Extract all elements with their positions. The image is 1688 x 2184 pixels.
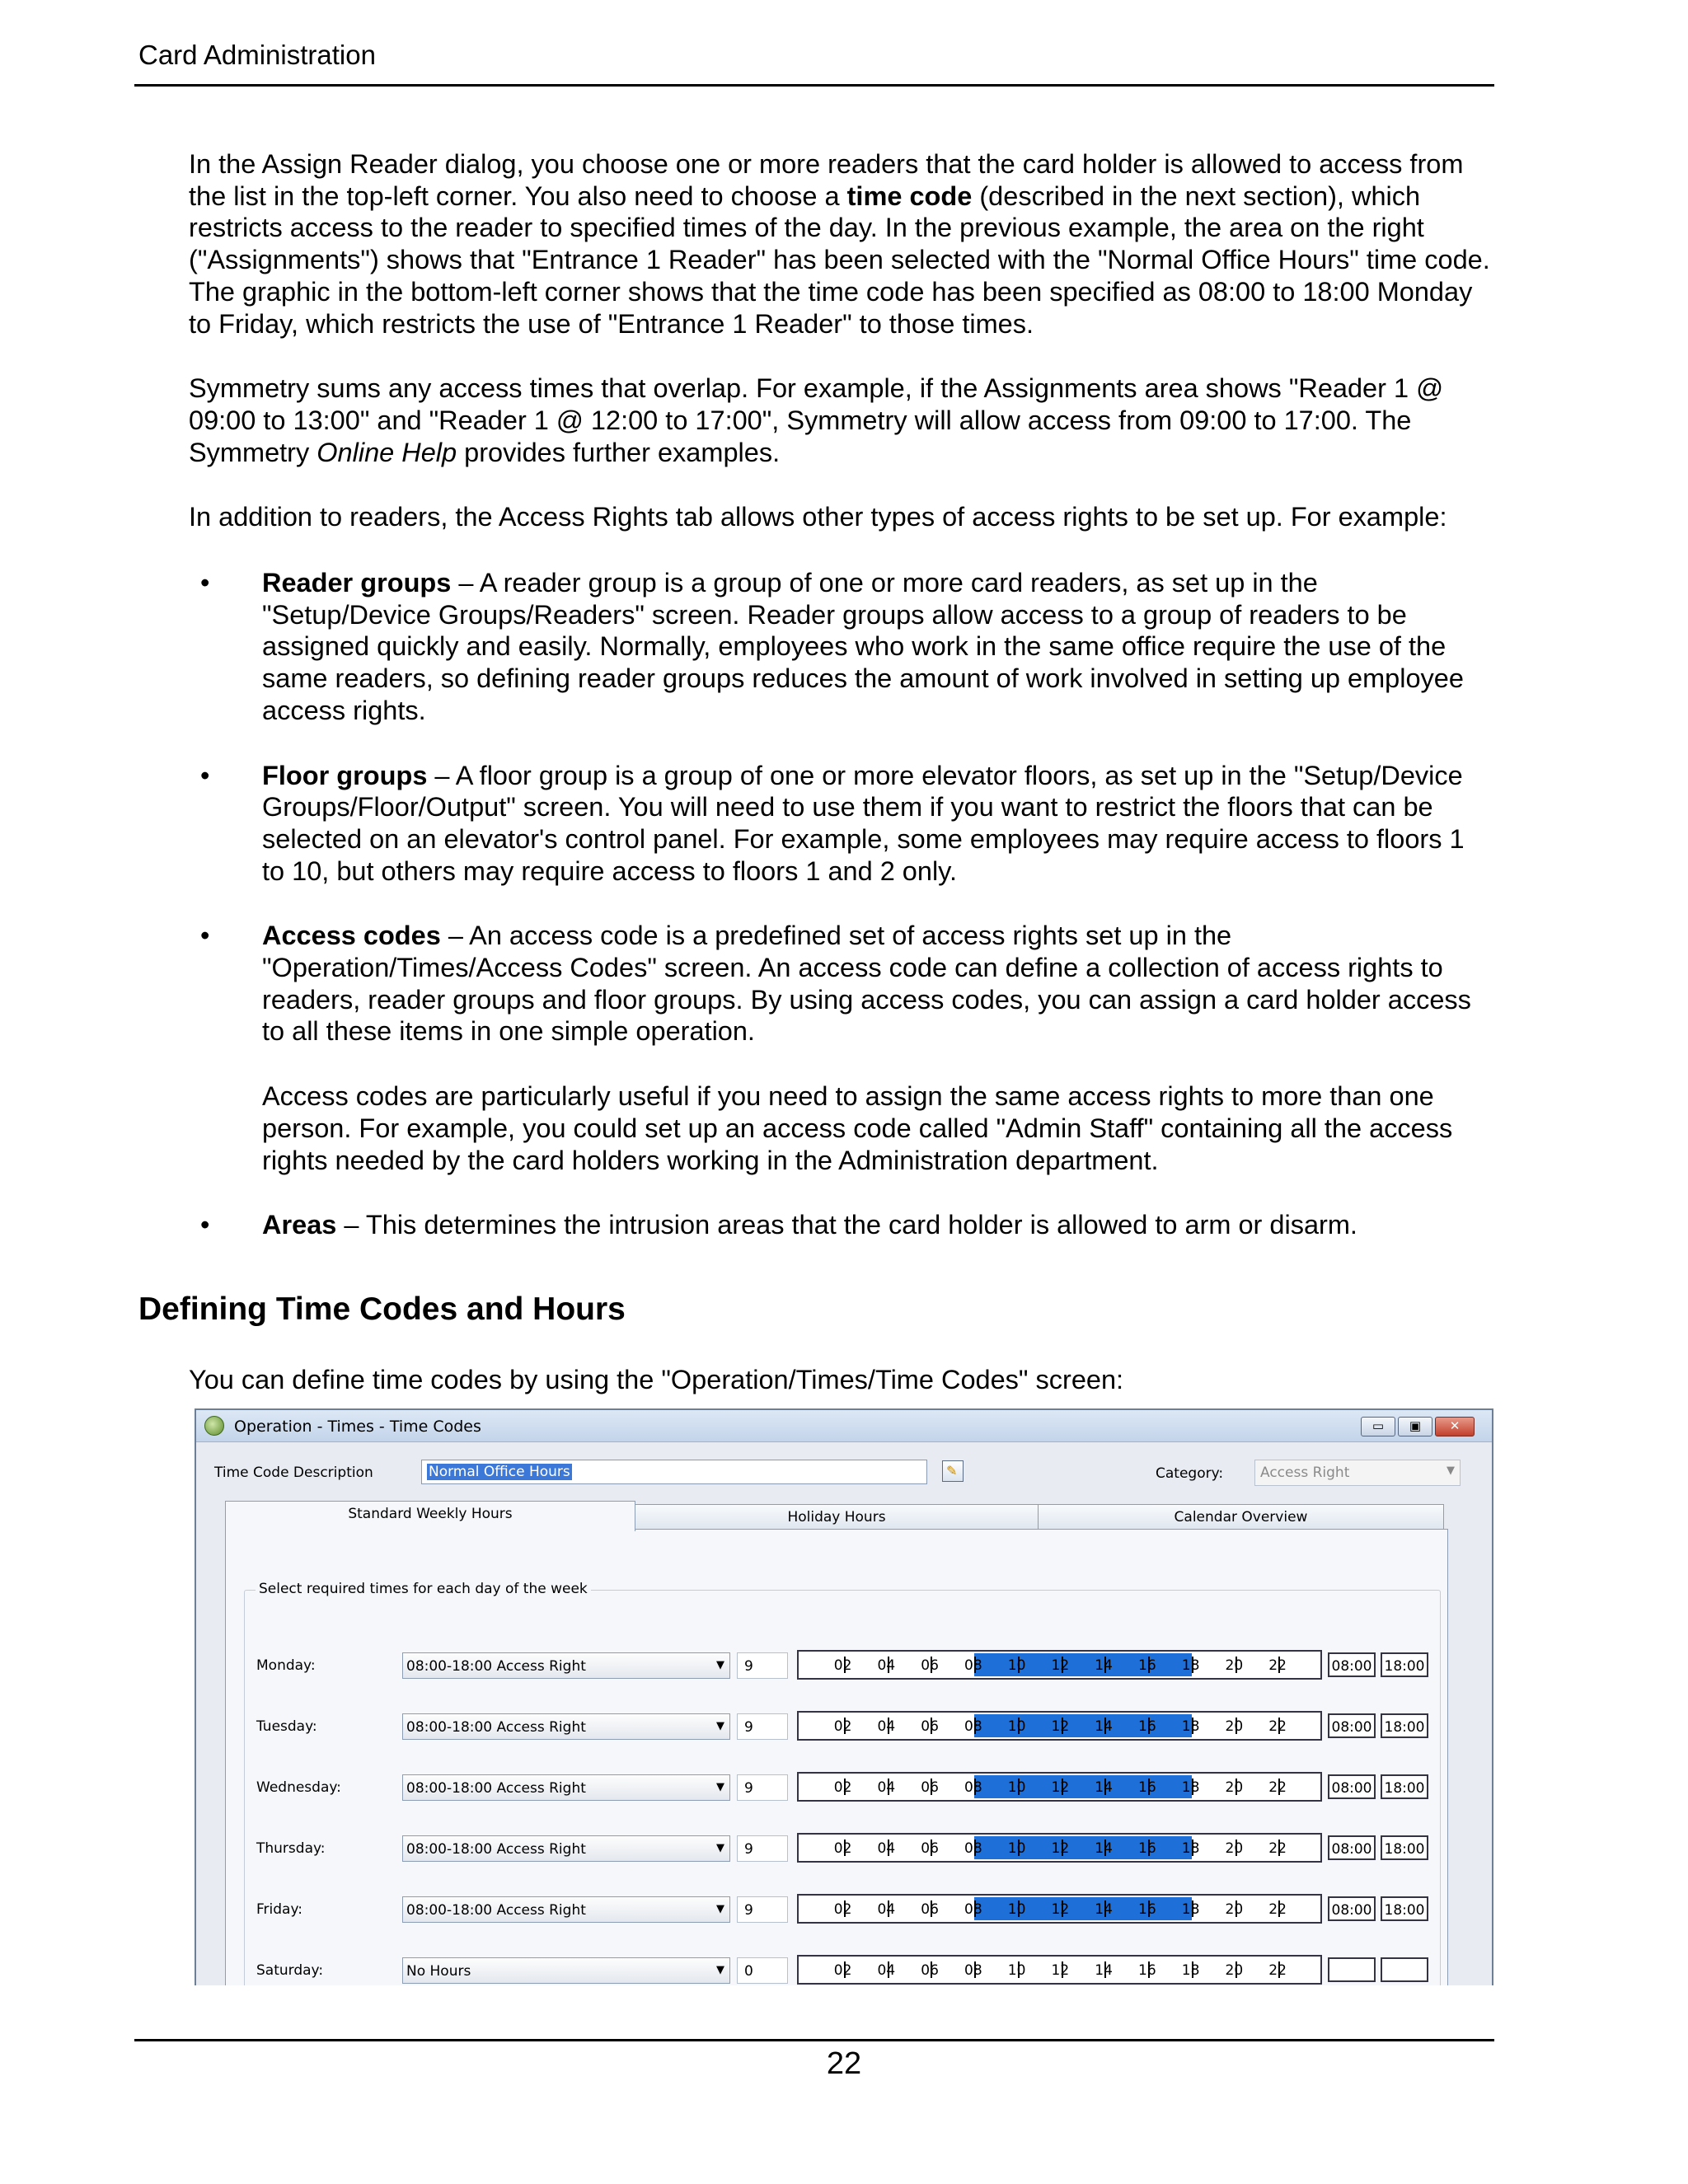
- hour-tick-label: 10: [1007, 1901, 1026, 1918]
- hour-tick-label: 22: [1268, 1962, 1287, 1979]
- time-bar[interactable]: [797, 1955, 1322, 1985]
- section-heading: Defining Time Codes and Hours: [138, 1291, 626, 1327]
- hour-tick-label: 10: [1007, 1962, 1026, 1979]
- hour-tick-label: 10: [1007, 1840, 1026, 1857]
- bullet-marker: •: [200, 760, 210, 790]
- chevron-down-icon: ▼: [716, 1964, 724, 1976]
- day-row: [196, 1892, 1492, 1929]
- end-time-field[interactable]: [1381, 1957, 1428, 1982]
- hour-tick-label: 16: [1138, 1840, 1156, 1857]
- time-code-value: No Hours: [406, 1963, 471, 1980]
- time-code-select[interactable]: [402, 1652, 730, 1679]
- hour-tick-label: 06: [921, 1962, 939, 1979]
- description-input[interactable]: [421, 1460, 927, 1484]
- day-row: [196, 1709, 1492, 1746]
- hour-tick-label: 12: [1051, 1962, 1070, 1979]
- time-code-select[interactable]: [402, 1896, 730, 1923]
- category-select[interactable]: [1254, 1460, 1461, 1486]
- access-rights-list: [189, 567, 1491, 1241]
- day-label: Thursday:: [256, 1840, 326, 1857]
- hour-tick-label: 20: [1225, 1840, 1244, 1857]
- hour-tick-label: 16: [1138, 1962, 1156, 1979]
- time-code-select[interactable]: [402, 1774, 730, 1801]
- time-code-value: 08:00-18:00 Access Right: [406, 1658, 586, 1675]
- time-range-fill: [974, 1714, 1192, 1737]
- start-time-value: 08:00: [1331, 1658, 1372, 1675]
- hour-tick-label: 22: [1268, 1840, 1287, 1857]
- hour-tick-label: 12: [1051, 1657, 1070, 1674]
- day-label: Friday:: [256, 1901, 303, 1918]
- hour-tick-label: 20: [1225, 1901, 1244, 1918]
- chevron-down-icon: ▼: [716, 1781, 724, 1793]
- time-range-fill: [974, 1836, 1192, 1859]
- hour-tick-label: 12: [1051, 1779, 1070, 1796]
- list-item: • Areas – This determines the intrusion areas that the card holder is allowed to arm or disarm.: [200, 1210, 1357, 1240]
- time-code-select[interactable]: [402, 1957, 730, 1984]
- hour-tick-label: 12: [1051, 1840, 1070, 1857]
- edit-description-button[interactable]: [942, 1460, 964, 1482]
- day-row: [196, 1648, 1492, 1685]
- hour-tick-label: 18: [1181, 1657, 1200, 1674]
- hour-tick-label: 02: [833, 1779, 852, 1796]
- hour-tick-label: 20: [1225, 1718, 1244, 1735]
- maximize-icon: ▣: [1409, 1418, 1422, 1433]
- hour-tick-label: 08: [964, 1718, 982, 1735]
- hour-tick-label: 10: [1007, 1657, 1026, 1674]
- end-time-value: 18:00: [1384, 1658, 1425, 1675]
- start-time-value: 08:00: [1331, 1902, 1372, 1919]
- hour-tick-label: 20: [1225, 1779, 1244, 1796]
- hour-tick-label: 12: [1051, 1901, 1070, 1918]
- hour-tick-label: 08: [964, 1657, 982, 1674]
- hour-tick-label: 16: [1138, 1718, 1156, 1735]
- hour-tick-label: 06: [921, 1657, 939, 1674]
- time-bar[interactable]: [797, 1650, 1322, 1680]
- hour-tick-label: 14: [1095, 1718, 1113, 1735]
- hour-tick-label: 08: [964, 1779, 982, 1796]
- list-item: • Reader groups – A reader group is a group of one or more card readers, as set up in the "Setup/Device Groups/Readers" screen. Reader groups allow access to a group of readers to be assigned quickly and easily. Normally, employees who work in the same office require the use of the same readers, so defining reader groups reduces the amount of work involved in setting up employee access rights.: [200, 568, 1464, 725]
- hour-tick-label: 02: [833, 1962, 852, 1979]
- end-time-field[interactable]: [1381, 1774, 1428, 1799]
- start-time-value: 08:00: [1331, 1719, 1372, 1736]
- chevron-down-icon: ▼: [716, 1842, 724, 1854]
- end-time-value: 18:00: [1384, 1780, 1425, 1797]
- hour-tick-label: 22: [1268, 1779, 1287, 1796]
- paragraph: In the Assign Reader dialog, you choose one or more readers that the card holder is allowed to access from the list in the top-left corner. You also need to choose a time code (described in the next section), which restricts access to the reader to specified times of the day. In the previous example, the area on the right ("Assignments") shows that "Entrance 1 Reader" has been selected with the "Normal Office Hours" time code. The graphic in the bottom-left corner shows that the time code has been specified as 08:00 to 18:00 Monday to Friday, which restricts the use of "Entrance 1 Reader" to those times.: [189, 149, 1490, 339]
- hour-tick-label: 18: [1181, 1840, 1200, 1857]
- day-row: [196, 1831, 1492, 1868]
- chevron-down-icon: ▼: [716, 1720, 724, 1732]
- page-header-title: Card Administration: [138, 40, 376, 70]
- start-time-value: 08:00: [1331, 1780, 1372, 1797]
- hours-count: [737, 1652, 788, 1679]
- hour-tick-label: 06: [921, 1779, 939, 1796]
- hour-tick-label: 16: [1138, 1657, 1156, 1674]
- time-range-fill: [974, 1775, 1192, 1798]
- window-titlebar[interactable]: [196, 1410, 1492, 1442]
- hour-tick-label: 10: [1007, 1779, 1026, 1796]
- list-item: • Floor groups – A floor group is a group of one or more elevator floors, as set up in the "Setup/Device Groups/Floor/Output" screen. You will need to use them if you want to restrict the floors that can be selected on an elevator's control panel. For example, some employees may require access to floors 1 to 10, but others may require access to floors 1 and 2 only.: [200, 760, 1465, 886]
- bullet-marker: •: [200, 568, 210, 598]
- hour-tick-label: 10: [1007, 1718, 1026, 1735]
- pencil-icon: ✎: [946, 1463, 958, 1479]
- page-number: 22: [826, 2046, 862, 2081]
- minimize-icon: ▭: [1372, 1418, 1385, 1433]
- tab-calendar-overview[interactable]: Calendar Overview: [1038, 1504, 1444, 1530]
- close-button[interactable]: [1435, 1417, 1475, 1436]
- group-title: Select required times for each day of the week: [256, 1581, 591, 1597]
- category-value: Access Right: [1260, 1465, 1350, 1481]
- chevron-down-icon: ▼: [716, 1903, 724, 1915]
- maximize-button[interactable]: [1398, 1417, 1432, 1436]
- hour-tick-label: 04: [877, 1779, 896, 1796]
- hour-tick-label: 08: [964, 1840, 982, 1857]
- hours-value: 9: [744, 1719, 753, 1736]
- time-bar[interactable]: [797, 1772, 1322, 1802]
- hour-tick-label: 22: [1268, 1657, 1287, 1674]
- hour-tick-label: 18: [1181, 1718, 1200, 1735]
- start-time-field[interactable]: [1328, 1835, 1376, 1860]
- start-time-field[interactable]: [1328, 1957, 1376, 1982]
- hour-tick-label: 02: [833, 1901, 852, 1918]
- time-bar[interactable]: [797, 1833, 1322, 1863]
- hours-value: 9: [744, 1658, 753, 1675]
- start-time-value: 08:00: [1331, 1841, 1372, 1858]
- end-time-field[interactable]: [1381, 1835, 1428, 1860]
- header-rule: [134, 84, 1494, 87]
- hour-tick-label: 16: [1138, 1779, 1156, 1796]
- hour-tick-label: 18: [1181, 1962, 1200, 1979]
- hour-tick-label: 06: [921, 1718, 939, 1735]
- hour-tick-label: 02: [833, 1718, 852, 1735]
- time-code-value: 08:00-18:00 Access Right: [406, 1719, 586, 1736]
- tab-standard-weekly-hours[interactable]: Standard Weekly Hours: [225, 1501, 635, 1531]
- start-time-field[interactable]: [1328, 1774, 1376, 1799]
- hour-tick-label: 04: [877, 1657, 896, 1674]
- bullet-marker: •: [200, 921, 210, 951]
- close-icon: ✕: [1449, 1418, 1461, 1433]
- hour-tick-label: 14: [1095, 1840, 1113, 1857]
- end-time-field[interactable]: [1381, 1896, 1428, 1921]
- day-label: Wednesday:: [256, 1779, 341, 1796]
- time-code-select[interactable]: [402, 1713, 730, 1740]
- time-code-value: 08:00-18:00 Access Right: [406, 1902, 586, 1919]
- hour-tick-label: 18: [1181, 1901, 1200, 1918]
- hours-count: [737, 1957, 788, 1984]
- chevron-down-icon: ▼: [716, 1659, 724, 1671]
- hour-tick-label: 12: [1051, 1718, 1070, 1735]
- hour-tick-label: 06: [921, 1901, 939, 1918]
- day-row: [196, 1770, 1492, 1807]
- end-time-value: 18:00: [1384, 1719, 1425, 1736]
- paragraph: In addition to readers, the Access Rights tab allows other types of access rights to be set up. For example:: [189, 502, 1447, 532]
- hours-value: 9: [744, 1780, 753, 1797]
- hours-count: [737, 1896, 788, 1923]
- hour-tick-label: 20: [1225, 1962, 1244, 1979]
- end-time-value: 18:00: [1384, 1841, 1425, 1858]
- body-text: [189, 148, 1491, 1274]
- hours-value: 9: [744, 1841, 753, 1858]
- app-icon: [204, 1416, 224, 1436]
- footer-rule: [134, 2039, 1494, 2041]
- hour-tick-label: 18: [1181, 1779, 1200, 1796]
- time-codes-window: [195, 1408, 1493, 1985]
- start-time-field[interactable]: [1328, 1652, 1376, 1677]
- hour-tick-label: 14: [1095, 1901, 1113, 1918]
- description-value: Normal Office Hours: [429, 1464, 570, 1480]
- time-code-value: 08:00-18:00 Access Right: [406, 1780, 586, 1797]
- time-bar[interactable]: [797, 1894, 1322, 1924]
- end-time-field[interactable]: [1381, 1713, 1428, 1738]
- hour-tick-label: 14: [1095, 1779, 1113, 1796]
- description-label: Time Code Description: [214, 1465, 373, 1481]
- hour-tick-label: 04: [877, 1718, 896, 1735]
- category-label: Category:: [1156, 1465, 1224, 1482]
- day-row: [196, 1953, 1492, 1985]
- hour-tick-label: 22: [1268, 1901, 1287, 1918]
- day-label: Saturday:: [256, 1962, 324, 1979]
- time-code-value: 08:00-18:00 Access Right: [406, 1841, 586, 1858]
- time-range-fill: [974, 1897, 1192, 1920]
- time-code-select[interactable]: [402, 1835, 730, 1862]
- hour-tick-label: 16: [1138, 1901, 1156, 1918]
- hour-tick-label: 08: [964, 1901, 982, 1918]
- hour-tick-label: 04: [877, 1901, 896, 1918]
- hour-tick-label: 22: [1268, 1718, 1287, 1735]
- hour-tick-label: 02: [833, 1657, 852, 1674]
- window-title: Operation - Times - Time Codes: [234, 1418, 481, 1436]
- hour-tick-label: 06: [921, 1840, 939, 1857]
- start-time-field[interactable]: [1328, 1713, 1376, 1738]
- end-time-value: 18:00: [1384, 1902, 1425, 1919]
- end-time-field[interactable]: [1381, 1652, 1428, 1677]
- hour-tick-label: 02: [833, 1840, 852, 1857]
- hour-tick-label: 04: [877, 1840, 896, 1857]
- chevron-down-icon: ▼: [1447, 1465, 1455, 1477]
- bullet-marker: •: [200, 1210, 210, 1240]
- tab-holiday-hours[interactable]: Holiday Hours: [634, 1504, 1039, 1530]
- time-range-fill: [974, 1653, 1192, 1676]
- hour-tick-label: 08: [964, 1962, 982, 1979]
- day-label: Tuesday:: [256, 1718, 317, 1735]
- hours-value: 0: [744, 1963, 753, 1980]
- hour-tick-label: 14: [1095, 1962, 1113, 1979]
- hour-tick-label: 14: [1095, 1657, 1113, 1674]
- minimize-button[interactable]: [1361, 1417, 1395, 1436]
- start-time-field[interactable]: [1328, 1896, 1376, 1921]
- hours-count: [737, 1835, 788, 1862]
- list-item: • Access codes – An access code is a predefined set of access rights set up in the "Operation/Times/Access Codes" screen. An access code can define a collection of access rights to readers, reader groups and floor groups. By using access codes, you can assign a card holder access to all these items in one simple operation. Access codes are particularly useful if you need to assign the same access rights to more than one person. For example, you could set up an access code called "Admin Staff" containing all the access rights needed by the card holders working in the Administration department.: [200, 921, 1471, 1175]
- hour-tick-label: 04: [877, 1962, 896, 1979]
- tab-strip: [225, 1501, 1447, 1529]
- hours-value: 9: [744, 1902, 753, 1919]
- section-intro: You can define time codes by using the "Operation/Times/Time Codes" screen:: [189, 1365, 1124, 1394]
- paragraph: Symmetry sums any access times that overlap. For example, if the Assignments area shows "Reader 1 @ 09:00 to 13:00" and "Reader 1 @ 12:00 to 17:00", Symmetry will allow access from 09:00 to 17:00. The Symmetry Online Help provides further examples.: [189, 373, 1444, 467]
- time-bar[interactable]: [797, 1711, 1322, 1741]
- hours-count: [737, 1774, 788, 1801]
- hour-tick-label: 20: [1225, 1657, 1244, 1674]
- day-label: Monday:: [256, 1657, 316, 1674]
- hours-count: [737, 1713, 788, 1740]
